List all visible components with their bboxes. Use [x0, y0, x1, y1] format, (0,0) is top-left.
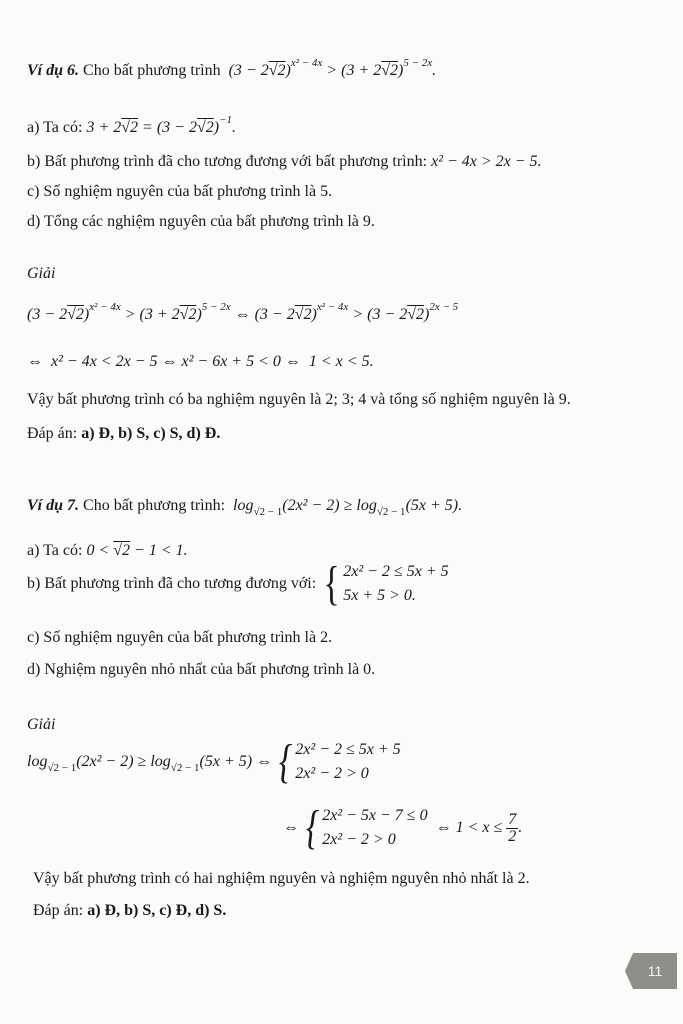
- ex7-answer-c: c) Đ,: [159, 902, 192, 919]
- ex6-answer-label: Đáp án:: [27, 425, 78, 442]
- ex7-solution-title: Giải: [27, 716, 56, 733]
- ex7-answer-label: Đáp án:: [33, 902, 84, 919]
- ex7-option-a: [27, 542, 188, 560]
- ex7-option-c: c) Số nghiệm nguyên của bất phương trình là 2.: [27, 629, 333, 646]
- page-number-badge: 11: [633, 953, 677, 989]
- ex6-option-d: d) Tổng các nghiệm nguyên của bất phương trình là 9.: [27, 213, 375, 230]
- ex7-conclusion: Vậy bất phương trình có hai nghiệm nguyên và nghiệm nguyên nhỏ nhất là 2.: [33, 870, 530, 887]
- ex6-inequality: $(3 - 2√2)^{x^2 - 4x} > (3 + 2√2)^{5 - 2x}$.: [224, 57, 437, 79]
- ex6-option-c: c) Số nghiệm nguyên của bất phương trình là 5.: [27, 183, 333, 200]
- ex6-answer-a: a) Đ,: [81, 425, 115, 442]
- ex7-label: Ví dụ 7.: [27, 497, 80, 514]
- ex7-inequality: $\log_{√2 - 1}(2x^2 - 2) \ge \log_{√2 - 1}(5x + 5)$.: [229, 497, 463, 518]
- ex7-a-formula: 0 < √2 − 1 < 1.: [86, 542, 188, 559]
- ex6-label: Ví dụ 6.: [27, 62, 80, 79]
- ex6-conclusion: Vậy bất phương trình có ba nghiệm nguyên là 2; 3; 4 và tổng số nghiệm nguyên là 9.: [27, 391, 571, 408]
- ex6-intro: Cho bất phương trình: [83, 62, 221, 79]
- ex7-answer-a: a) Đ,: [87, 902, 121, 919]
- ex6-statement: [27, 57, 437, 80]
- ex7-option-d: d) Nghiệm nguyên nhỏ nhất của bất phương trình là 0.: [27, 661, 376, 678]
- ex6-option-b: [27, 153, 542, 171]
- ex7-answer-line: [33, 902, 226, 920]
- ex7-solution-step2: ⇔ { 2x² − 5x − 7 ≤ 0 2x² − 2 > 0 ⇔ 1 < x ≤ $\frac{7}{2}$ .: [283, 801, 523, 854]
- ex7-b-text: b) Bất phương trình đã cho tương đương với:: [27, 575, 317, 592]
- ex7-intro: Cho bất phương trình:: [83, 497, 226, 514]
- ex7-answer-d: d) S.: [195, 902, 227, 919]
- ex7-b-system: 2x² − 2 ≤ 5x + 5 5x + 5 > 0.: [343, 563, 449, 604]
- ex7-answer-b: b) S,: [124, 902, 156, 919]
- ex6-answer-line: [27, 425, 220, 443]
- ex6-b-formula: x² − 4x > 2x − 5.: [431, 153, 542, 170]
- ex7-a-prefix: a) Ta có:: [27, 542, 83, 559]
- ex7-option-b: [27, 557, 449, 610]
- ex6-solution-step1: $(3 - 2√2)^{x^2 - 4x} > (3 + 2√2)^{5 - 2x}$ ⇔ $(3 - 2√2)^{x^2 - 4x} > (3 - 2√2)^{2x - 5}$: [27, 301, 459, 323]
- ex6-a-formula: $3 + 2√2 = (3 - 2√2)^{-1}$.: [86, 114, 236, 136]
- ex6-solution-step2: ⇔ x² − 4x < 2x − 5 ⇔ x² − 6x + 5 < 0 ⇔ 1 < x < 5.: [27, 353, 374, 370]
- ex6-answer-d: d) Đ.: [186, 425, 221, 442]
- ex7-solution-step1: $\log_{√2 - 1}(2x^2 - 2) \ge \log_{√2 - 1}(5x + 5)$ ⇔ { 2x² − 2 ≤ 5x + 5 2x² − 2 > 0: [27, 735, 401, 788]
- ex7-statement: [27, 497, 463, 518]
- ex7-b-brace: {: [323, 557, 340, 610]
- ex6-a-prefix: a) Ta có:: [27, 119, 83, 136]
- ex6-answer-b: b) S,: [118, 425, 150, 442]
- ex6-answer-c: c) S,: [153, 425, 183, 442]
- ex6-b-text: b) Bất phương trình đã cho tương đương với bất phương trình:: [27, 153, 428, 170]
- ex6-solution-title: Giải: [27, 265, 56, 282]
- ex6-option-a: [27, 114, 236, 137]
